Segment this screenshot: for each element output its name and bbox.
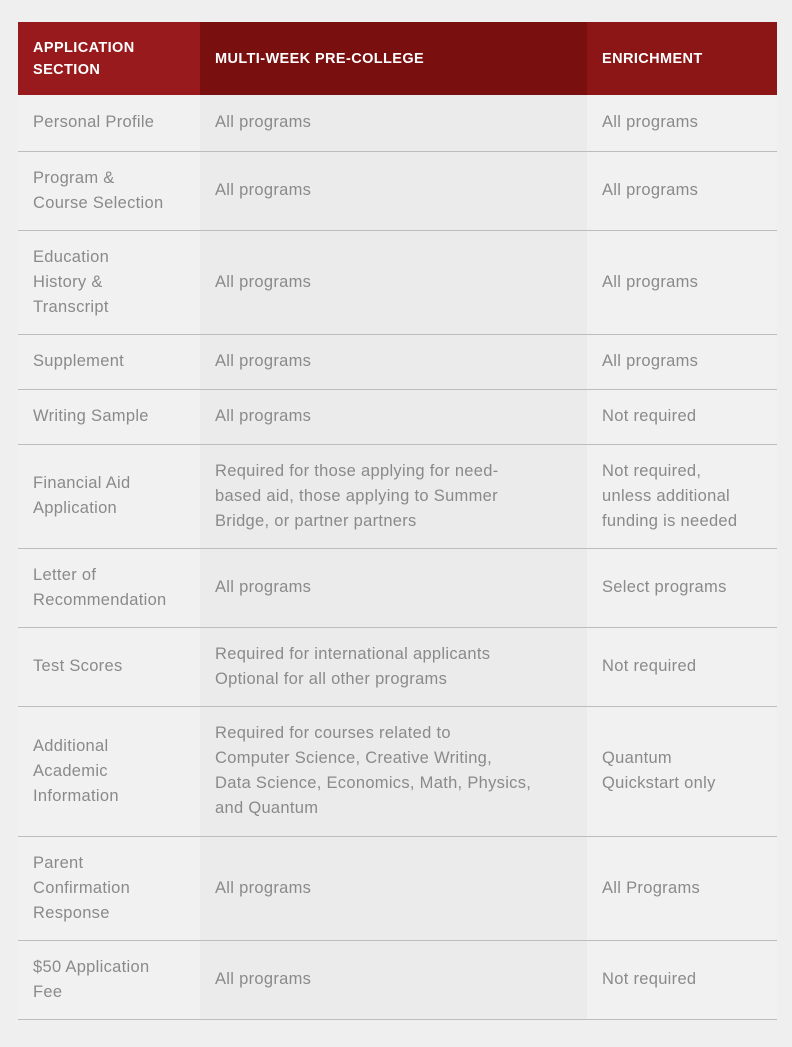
cell-line: All programs [215,113,312,132]
cell-line: Additional [33,736,109,755]
enrichment-cell [587,151,777,230]
cell-line: Academic [33,761,108,780]
multi-week-cell [200,627,587,706]
cell-line: $50 Application [33,957,150,976]
multi-week-cell [200,334,587,389]
table-row [18,706,777,836]
cell-line: History & [33,272,103,291]
section-cell [18,151,200,230]
table-row [18,389,777,444]
enrichment-cell [587,444,777,548]
cell-line: Confirmation [33,878,131,897]
application-requirements-table [18,22,777,1020]
cell-line: Computer Science, Creative Writing, [215,749,493,767]
cell-line: Recommendation [33,590,167,609]
section-cell [18,940,200,1019]
cell-line: Writing Sample [33,407,149,425]
cell-line: Information [33,786,119,805]
cell-line: Bridge, or partner partners [215,511,417,530]
section-cell [18,836,200,940]
multi-week-cell [200,548,587,627]
cell-line: Response [33,903,110,922]
multi-week-cell [200,836,587,940]
section-cell [18,95,200,151]
enrichment-cell [587,706,777,836]
enrichment-cell [587,940,777,1019]
cell-line: All Programs [602,878,701,897]
table-header [18,22,777,95]
table-row [18,230,777,334]
table-row [18,95,777,151]
section-cell [18,548,200,627]
multi-week-cell [200,940,587,1019]
enrichment-cell [587,95,777,151]
cell-line: and Quantum [215,799,319,817]
section-cell [18,444,200,548]
cell-line: All programs [215,578,312,596]
cell-line: Fee [33,982,63,1001]
header-line: APPLICATION [33,39,135,56]
cell-line: Required for those applying for need- [215,461,499,480]
cell-line: All programs [215,181,312,199]
cell-line: Required for courses related to [215,724,451,742]
cell-line: funding is needed [602,511,738,530]
cell-line: based aid, those applying to Summer [215,486,498,505]
multi-week-cell [200,230,587,334]
cell-line: All programs [602,272,699,291]
cell-line: Not required [602,407,697,425]
enrichment-cell [587,389,777,444]
header-application-section [18,22,200,95]
table-row [18,940,777,1019]
cell-line: Not required, [602,461,702,480]
section-cell [18,334,200,389]
multi-week-cell [200,95,587,151]
cell-line: All programs [215,878,312,897]
enrichment-cell [587,836,777,940]
cell-line: Quantum [602,749,672,767]
cell-line: Data Science, Economics, Math, Physics, [215,774,532,792]
cell-line: All programs [602,113,699,132]
section-cell [18,627,200,706]
cell-line: All programs [215,407,312,425]
section-cell [18,230,200,334]
multi-week-cell [200,444,587,548]
table-row [18,548,777,627]
multi-week-cell [200,706,587,836]
cell-line: Personal Profile [33,113,155,132]
cell-line: Education [33,247,110,266]
cell-line: Letter of [33,565,97,584]
enrichment-cell [587,230,777,334]
table-row [18,334,777,389]
header-multi-week: MULTI-WEEK PRE-COLLEGE [200,22,587,95]
cell-line: All programs [215,352,312,370]
cell-line: Parent [33,853,84,872]
cell-line: Select programs [602,578,727,596]
cell-line: Quickstart only [602,774,716,792]
cell-line: Course Selection [33,193,164,212]
section-cell [18,389,200,444]
cell-line: Test Scores [33,657,123,675]
header-enrichment: ENRICHMENT [587,22,777,95]
enrichment-cell [587,334,777,389]
section-cell [18,706,200,836]
cell-line: Not required [602,657,697,675]
table-body [18,95,777,1019]
cell-line: All programs [602,352,699,370]
enrichment-cell [587,548,777,627]
multi-week-cell [200,389,587,444]
table-row [18,444,777,548]
cell-line: All programs [215,272,312,291]
cell-line: unless additional [602,486,731,505]
table-row [18,151,777,230]
cell-line: Optional for all other programs [215,669,448,688]
table-row [18,836,777,940]
cell-line: Application [33,499,118,517]
cell-line: Not required [602,970,697,988]
cell-line: Financial Aid [33,474,131,492]
cell-line: Transcript [33,297,109,316]
header-line: SECTION [33,61,101,78]
multi-week-cell [200,151,587,230]
cell-line: Supplement [33,352,125,370]
table-row [18,627,777,706]
cell-line: Program & [33,168,115,187]
cell-line: All programs [215,970,312,988]
enrichment-cell [587,627,777,706]
cell-line: All programs [602,181,699,199]
cell-line: Required for international applicants [215,644,491,663]
header-row [18,22,777,95]
